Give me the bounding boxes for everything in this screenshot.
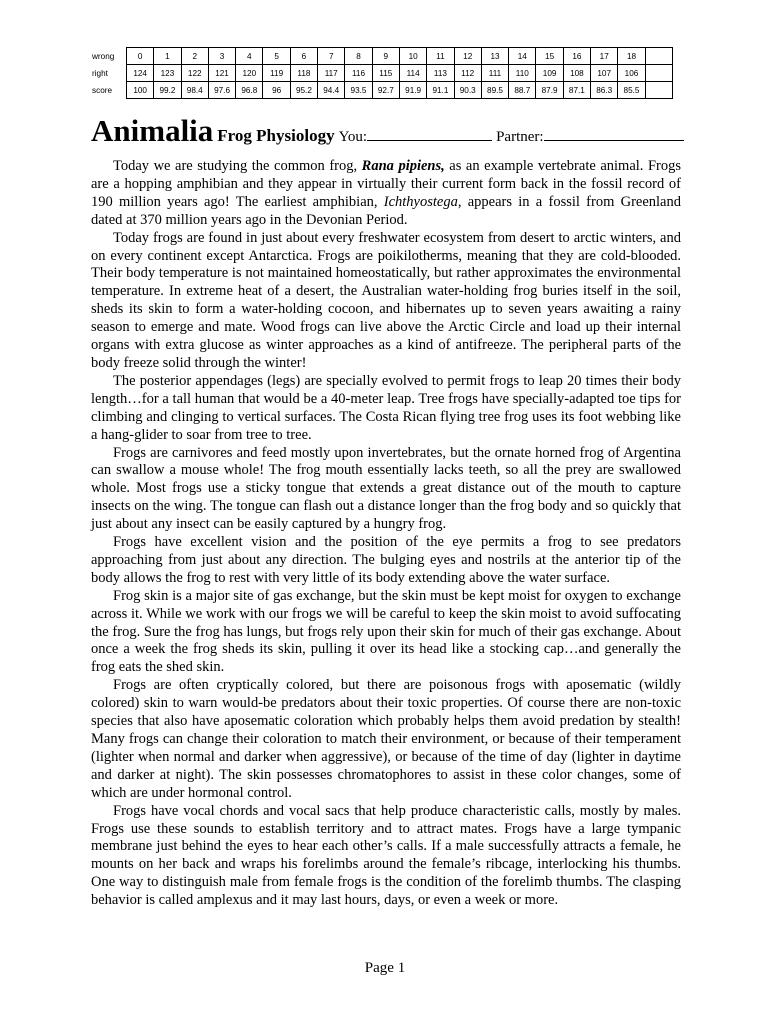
species-name: Rana pipiens,: [361, 158, 445, 174]
paragraph-text: Today we are studying the common frog,: [113, 158, 362, 174]
score-cell: 18: [618, 48, 645, 65]
paragraph-text: Today frogs are found in just about every freshwater ecosystem from desert to arctic winters, and on every continent except Antarctica. Frogs are poikilotherms, meaning that they are cold-blooded. Their body temperature is not maintained homeostatically, but rather approximates the environmental temperature. In extreme heat of a desert, the Australian water-holding frog buries itself in the soil, sheds its skin to form a water-holding cocoon, and hibernates up to seven years awaiting a rainy season to emerge and mate. Wood frogs can live above the Arctic Circle and load up their internal organs with extra glucose as winter approaches as a kind of antifreeze. The peripheral parts of the body freeze solid through the winter!: [91, 229, 681, 371]
score-cell: 109: [536, 65, 563, 82]
score-cell: 107: [591, 65, 618, 82]
score-cell: 7: [318, 48, 345, 65]
score-cell: 90.3: [454, 82, 481, 99]
partner-name-blank[interactable]: [544, 128, 684, 141]
score-cell: 108: [563, 65, 590, 82]
score-cell: 8: [345, 48, 372, 65]
paragraph-text: Frogs are carnivores and feed mostly upon invertebrates, but the ornate horned frog of Argentina can swallow a mouse whole! The frog mouth essentially lacks teeth, so all the prey are swallowed whole. Most frogs use a sticky tongue that extends a great distance out of the mouth to capture insects on the wing. The tongue can flash out a distance longer than the frog body and so quickly that just about any insect can be easily captured by a hungry frog.: [91, 444, 681, 533]
score-cell: 97.6: [208, 82, 235, 99]
page-subtitle: Frog Physiology: [217, 126, 335, 145]
score-cell: 123: [154, 65, 181, 82]
page-title: Animalia: [91, 113, 214, 148]
score-cell: 5: [263, 48, 290, 65]
genus-name: Ichthyostega: [383, 193, 458, 210]
score-cell: 9: [372, 48, 399, 65]
score-cell: 100: [127, 82, 154, 99]
score-cell: 17: [591, 48, 618, 65]
body-paragraph: [91, 803, 681, 910]
body-paragraph: [91, 373, 681, 445]
score-table-row-score: [92, 82, 672, 99]
score-cell: 117: [318, 65, 345, 82]
score-table-row-wrong: [92, 48, 672, 65]
score-cell: 120: [236, 65, 263, 82]
score-cell: 2: [181, 48, 208, 65]
score-cell: 121: [208, 65, 235, 82]
score-cell: 96: [263, 82, 290, 99]
score-cell: 99.2: [154, 82, 181, 99]
score-cell: 6: [290, 48, 317, 65]
you-label: You:: [338, 129, 368, 145]
you-name-blank[interactable]: [367, 128, 492, 141]
score-row-label: right: [92, 68, 108, 78]
score-cell: 94.4: [318, 82, 345, 99]
score-cell: 12: [454, 48, 481, 65]
score-cell: 122: [181, 65, 208, 82]
score-cell: 10: [399, 48, 426, 65]
body-paragraph: [91, 534, 681, 588]
score-cell: 1: [154, 48, 181, 65]
score-table: [92, 47, 673, 99]
score-table-row-right: [92, 65, 672, 82]
partner-label: Partner:: [496, 129, 544, 145]
score-cell: 93.5: [345, 82, 372, 99]
score-cell: 91.9: [399, 82, 426, 99]
score-cell: 110: [509, 65, 536, 82]
body-paragraph: [91, 445, 681, 535]
score-cell: 91.1: [427, 82, 454, 99]
paragraph-text: , appears in a fossil from Greenland dated at 370 million years ago in the Devonian Period.: [91, 193, 681, 228]
paragraph-text: Frogs have vocal chords and vocal sacs that help produce characteristic calls, mostly by males. Frogs use these sounds to establish territory and to attract mates. Frogs have a large tympanic membrane just behind the eyes to hear each other’s calls. If a male successfully attracts a female, he mounts on her back and wraps his forelimbs around the female’s ribcage, interlocking his thumbs. One way to distinguish male from female frogs is the condition of the forelimb thumbs. The clasping behavior is called amplexus and it may last hours, days, or even a week or more.: [91, 802, 681, 909]
body-paragraph: [91, 677, 681, 802]
score-cell: 14: [509, 48, 536, 65]
score-row-label: wrong: [92, 51, 115, 61]
score-cell: 85.5: [618, 82, 645, 99]
score-cell: 86.3: [591, 82, 618, 99]
score-cell: 114: [399, 65, 426, 82]
score-cell: 0: [127, 48, 154, 65]
score-cell: 87.9: [536, 82, 563, 99]
paragraph-text: as an example vertebrate animal. Frogs are a hopping amphibian and they appear in virtually their current form back in the fossil record of 190 million years ago! The earliest amphibian,: [91, 158, 681, 210]
score-cell: [645, 65, 672, 82]
paragraph-container: [91, 158, 681, 910]
score-row-label: score: [92, 85, 113, 95]
score-cell: 124: [127, 65, 154, 82]
score-cell: 106: [618, 65, 645, 82]
score-cell: 88.7: [509, 82, 536, 99]
score-cell: 16: [563, 48, 590, 65]
score-cell: 113: [427, 65, 454, 82]
score-cell: 112: [454, 65, 481, 82]
score-cell: 15: [536, 48, 563, 65]
body-paragraph: [91, 588, 681, 678]
paragraph-text: The posterior appendages (legs) are specially evolved to permit frogs to leap 20 times their body length…for a tall human that would be a 40-meter leap. Tree frogs have specially-adapted toe tips for climbing and clinging to vertical surfaces. The Costa Rican flying tree frog uses its foot webbing like a hang-glider to soar from tree to tree.: [91, 372, 681, 443]
score-cell: 116: [345, 65, 372, 82]
score-cell: 95.2: [290, 82, 317, 99]
score-cell: 87.1: [563, 82, 590, 99]
score-cell: 11: [427, 48, 454, 65]
score-cell: 3: [208, 48, 235, 65]
paragraph-text: Frogs have excellent vision and the position of the eye permits a frog to see predators approaching from just about any direction. The bulging eyes and nostrils at the anterior tip of the body allows the frog to rest with very little of its body extending above the water surface.: [91, 534, 681, 586]
score-cell: 13: [481, 48, 508, 65]
page-number: Page 1: [364, 960, 406, 976]
score-cell: [645, 82, 672, 99]
score-cell: 96.8: [236, 82, 263, 99]
body-paragraph: [91, 158, 681, 230]
score-cell: [645, 48, 672, 65]
body-paragraph: [91, 230, 681, 373]
paragraph-text: Frog skin is a major site of gas exchange, but the skin must be kept moist for oxygen to exchange across it. While we work with our frogs we will be careful to keep the skin moist to avoid suffocating the frog. Sure the frog has lungs, but frogs rely upon their skin for much of their gas exchange. About once a week the frog sheds its skin, pulling it over its head like a stocking cap…and generally the frog eats the shed skin.: [91, 587, 681, 676]
score-cell: 92.7: [372, 82, 399, 99]
score-cell: 115: [372, 65, 399, 82]
score-cell: 111: [481, 65, 508, 82]
score-cell: 118: [290, 65, 317, 82]
paragraph-text: Frogs are often cryptically colored, but there are poisonous frogs with aposematic (wildly colored) skin to warn would-be predators about their toxic properties. Of course there are non-toxic species that also have aposematic coloration which probably helps them avoid predation by stealth! Many frogs can change their coloration to match their environment, or because of their temperament (lighter when normal and darker when aggressive), or because of the time of day (lighter in daytime and darker at night). The skin possesses chromatophores to assist in these color changes, some of which are under hormonal control.: [91, 677, 681, 801]
document-heading: [91, 110, 681, 158]
score-cell: 119: [263, 65, 290, 82]
score-cell: 4: [236, 48, 263, 65]
score-cell: 89.5: [481, 82, 508, 99]
document-body: [91, 110, 681, 910]
score-cell: 98.4: [181, 82, 208, 99]
